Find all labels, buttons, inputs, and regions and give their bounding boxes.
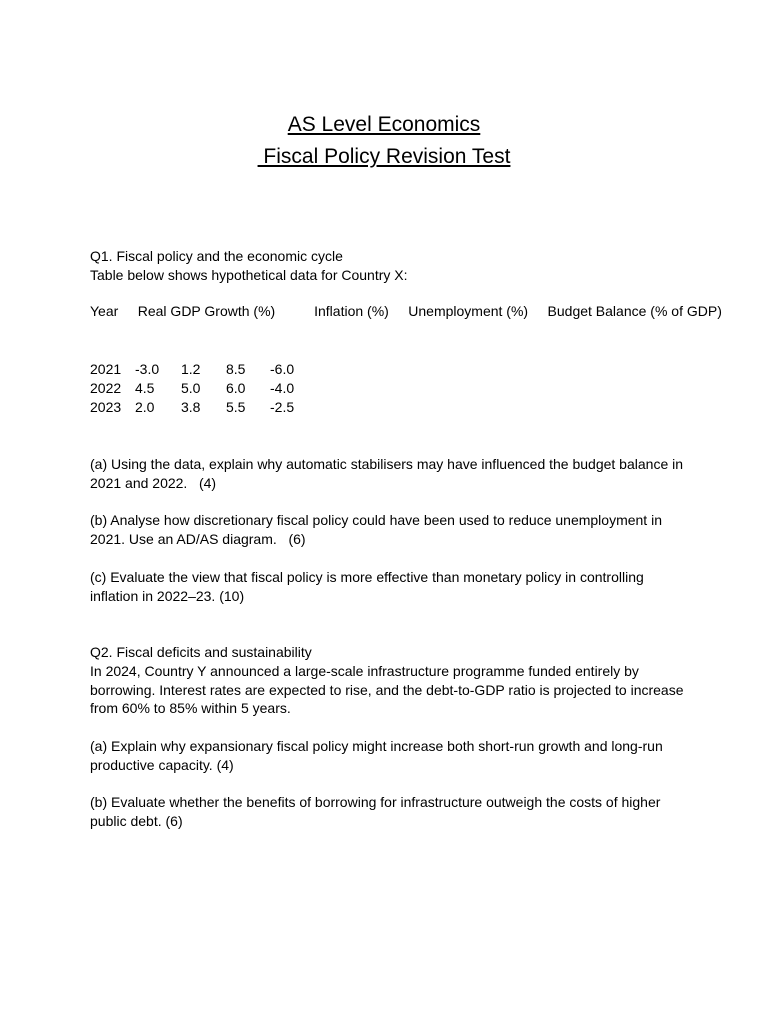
header-year: Year — [90, 303, 119, 319]
q1-heading: Q1. Fiscal policy and the economic cycle — [90, 248, 343, 264]
table-cell: -2.5 — [270, 399, 295, 415]
table-cell: 2.0 — [135, 399, 155, 415]
table-header — [90, 302, 722, 321]
table-cell: 2021 — [90, 361, 122, 377]
table-cell: 4.5 — [135, 380, 155, 396]
q2a-text-line1: (a) Explain why expansionary fiscal policy might increase both short-run growth and long-run — [90, 738, 663, 754]
document-title: AS Level Economics — [287, 113, 481, 136]
q1c-text-line1: (c) Evaluate the view that fiscal policy is more effective than monetary policy in controlling — [90, 569, 644, 585]
table-cell: 2023 — [90, 399, 122, 415]
q1c-text-line2: inflation in 2022–23. (10) — [90, 588, 245, 604]
header-budget-balance: Budget Balance (% of GDP) — [547, 303, 722, 319]
q1-intro: Table below shows hypothetical data for Country X: — [90, 267, 408, 283]
q1a-text-line2: 2021 and 2022. (4) — [90, 475, 217, 491]
table-cell: 5.5 — [226, 399, 246, 415]
q2b-text-line1: (b) Evaluate whether the benefits of borrowing for infrastructure outweigh the costs of higher — [90, 794, 661, 810]
table-cell: -6.0 — [270, 361, 295, 377]
table-cell: 8.5 — [226, 361, 246, 377]
table-cell: -3.0 — [135, 361, 160, 377]
table-cell: 5.0 — [181, 380, 201, 396]
q2-intro-line2: borrowing. Interest rates are expected to rise, and the debt-to-GDP ratio is projected to increase — [90, 682, 684, 698]
q2a-text-line2: productive capacity. (4) — [90, 757, 234, 773]
document-subtitle: Fiscal Policy Revision Test — [257, 145, 511, 168]
q2-intro-line3: from 60% to 85% within 5 years. — [90, 700, 291, 716]
table-cell: 3.8 — [181, 399, 201, 415]
q2-intro-line1: In 2024, Country Y announced a large-scale infrastructure programme funded entirely by — [90, 663, 639, 679]
header-inflation: Inflation (%) — [314, 303, 389, 319]
header-gdp-growth: Real GDP Growth (%) — [137, 303, 276, 319]
q1b-text-line1: (b) Analyse how discretionary fiscal policy could have been used to reduce unemployment in — [90, 512, 662, 528]
header-unemployment: Unemployment (%) — [408, 303, 529, 319]
q2-heading: Q2. Fiscal deficits and sustainability — [90, 644, 312, 660]
q1b-text-line2: 2021. Use an AD/AS diagram. (6) — [90, 531, 306, 547]
q1a-text-line1: (a) Using the data, explain why automatic stabilisers may have influenced the budget balance in — [90, 456, 684, 472]
table-cell: 6.0 — [226, 380, 246, 396]
table-cell: 2022 — [90, 380, 122, 396]
table-cell: -4.0 — [270, 380, 295, 396]
table-cell: 1.2 — [181, 361, 201, 377]
q2b-text-line2: public debt. (6) — [90, 813, 183, 829]
